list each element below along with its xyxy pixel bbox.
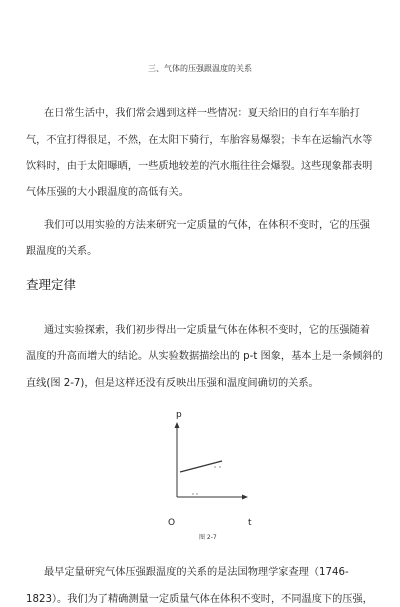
paragraph-line: 最早定量研究气体压强跟温度的关系的是法国物理学家查理（1746- <box>44 567 349 578</box>
paragraph-line: 气体压强的大小跟温度的高低有关。 <box>26 187 189 198</box>
section-title: 三、气体的压强跟温度的关系 <box>148 64 252 73</box>
data-dot <box>196 493 197 494</box>
paragraph-line: 我们可以用实验的方法来研究一定质量的气体，在体积不变时，它的压强 <box>44 220 370 231</box>
data-dot <box>192 493 193 494</box>
x-axis-arrow-icon <box>242 495 248 500</box>
paragraph-line: 在日常生活中，我们常会遇到这样一些情况：夏天给旧的自行车车胎打 <box>44 108 360 119</box>
pt-graph-figure <box>160 412 270 542</box>
paragraph-line: 1823）。我们为了精确测量一定质量气体在体积不变时，不同温度下的压强， <box>26 594 373 605</box>
y-axis-label: p <box>176 410 182 420</box>
paragraph-line: 气，不宜打得很足，不然，在太阳下骑行，车胎容易爆裂；卡车在运输汽水等 <box>26 135 373 146</box>
section-heading: 查理定律 <box>26 277 77 292</box>
data-dot <box>219 466 220 467</box>
x-axis-label: t <box>248 518 252 528</box>
paragraph-line: 跟温度的关系。 <box>26 246 98 257</box>
figure-caption: 图 2-7 <box>199 534 217 541</box>
paragraph-line: 直线(图 2-7)，但是这样还没有反映出压强和温度间确切的关系。 <box>26 378 319 389</box>
data-dot <box>214 466 215 467</box>
y-axis-arrow-icon <box>175 422 180 428</box>
origin-label: O <box>168 518 176 528</box>
paragraph-line: 通过实验探索，我们初步得出一定质量气体在体积不变时，它的压强随着 <box>44 325 370 336</box>
paragraph-line: 饮料时，由于太阳曝晒，一些质地较差的汽水瓶往往会爆裂。这些现象都表明 <box>26 161 373 172</box>
pt-graph <box>160 412 270 537</box>
pressure-temperature-line <box>180 461 222 472</box>
paragraph-line: 温度的升高而增大的结论。从实验数据描绘出的 p-t 图象，基本上是一条倾斜的 <box>26 351 383 362</box>
